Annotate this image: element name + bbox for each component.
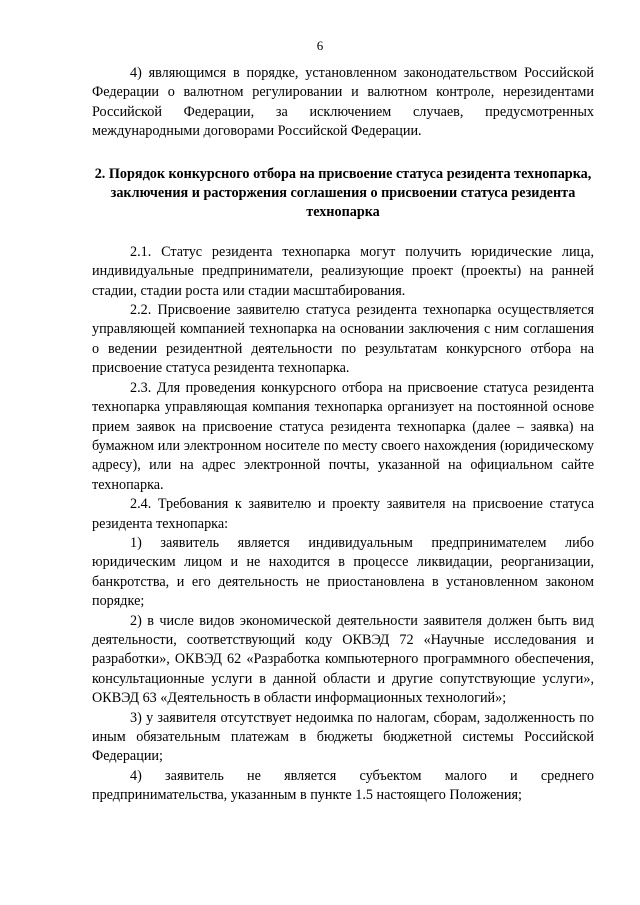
paragraph-2-4: 2.4. Требования к заявителю и проекту заявителя на присвоение статуса резидента технопарка:: [92, 496, 594, 532]
requirement-item-3: 3) у заявителя отсутствует недоимка по налогам, сборам, задолженность по иным обязательным платежам в бюджеты бюджетной системы Российской Федерации;: [92, 709, 594, 765]
paragraph-2-1: 2.1. Статус резидента технопарка могут получить юридические лица, индивидуальные предприниматели, реализующие проект (проекты) на ранней стадии, стадии роста или стадии масштабирования.: [92, 243, 594, 299]
list-item-4: 4) являющимся в порядке, установленном законодательством Российской Федерации о валютном регулировании и валютном контроле, нерезидентами Российской Федерации, за исключением случаев, предусмотренных международными договорами Российской Федерации.: [92, 65, 594, 140]
paragraph-2-2: 2.2. Присвоение заявителю статуса резидента технопарка осуществляется управляющей компанией технопарка на основании заключения с ним соглашения о ведении резидентной деятельности по результатам конкурсного отбора на присвоение статуса резидента технопарка.: [92, 302, 594, 377]
section-heading: 2. Порядок конкурсного отбора на присвоение статуса резидента технопарка, заключения и расторжения соглашения о присвоении статуса резидента технопарка: [94, 165, 592, 221]
document-body: [92, 64, 594, 806]
requirement-item-1: 1) заявитель является индивидуальным предпринимателем либо юридическим лицом и не находится в процессе ликвидации, реорганизации, банкротства, и его деятельность не приостановлена в установленном законом порядке;: [92, 534, 594, 610]
requirement-item-2: 2) в числе видов экономической деятельности заявителя должен быть вид деятельности, соответствующий коду ОКВЭД 72 «Научные исследования и разработки», ОКВЭД 62 «Разработка компьютерного программного обеспечения, консультационные услуги в данной области и другие сопутствующие услуги», ОКВЭД 63 «Деятельность в области информационных технологий»;: [92, 612, 594, 707]
page-number: 6: [316, 38, 324, 53]
requirement-item-4: 4) заявитель не является субъектом малого и среднего предпринимательства, указанным в пункте 1.5 настоящего Положения;: [92, 767, 594, 804]
paragraph-2-3: 2.3. Для проведения конкурсного отбора на присвоение статуса резидента технопарка управляющая компания технопарка организует на постоянной основе прием заявок на присвоение статуса резидента технопарка (далее – заявка) на бумажном или электронном носителе по месту своего нахождения (юридическому адресу), или на адрес электронной почты, указанной на официальном сайте технопарка.: [92, 379, 594, 493]
